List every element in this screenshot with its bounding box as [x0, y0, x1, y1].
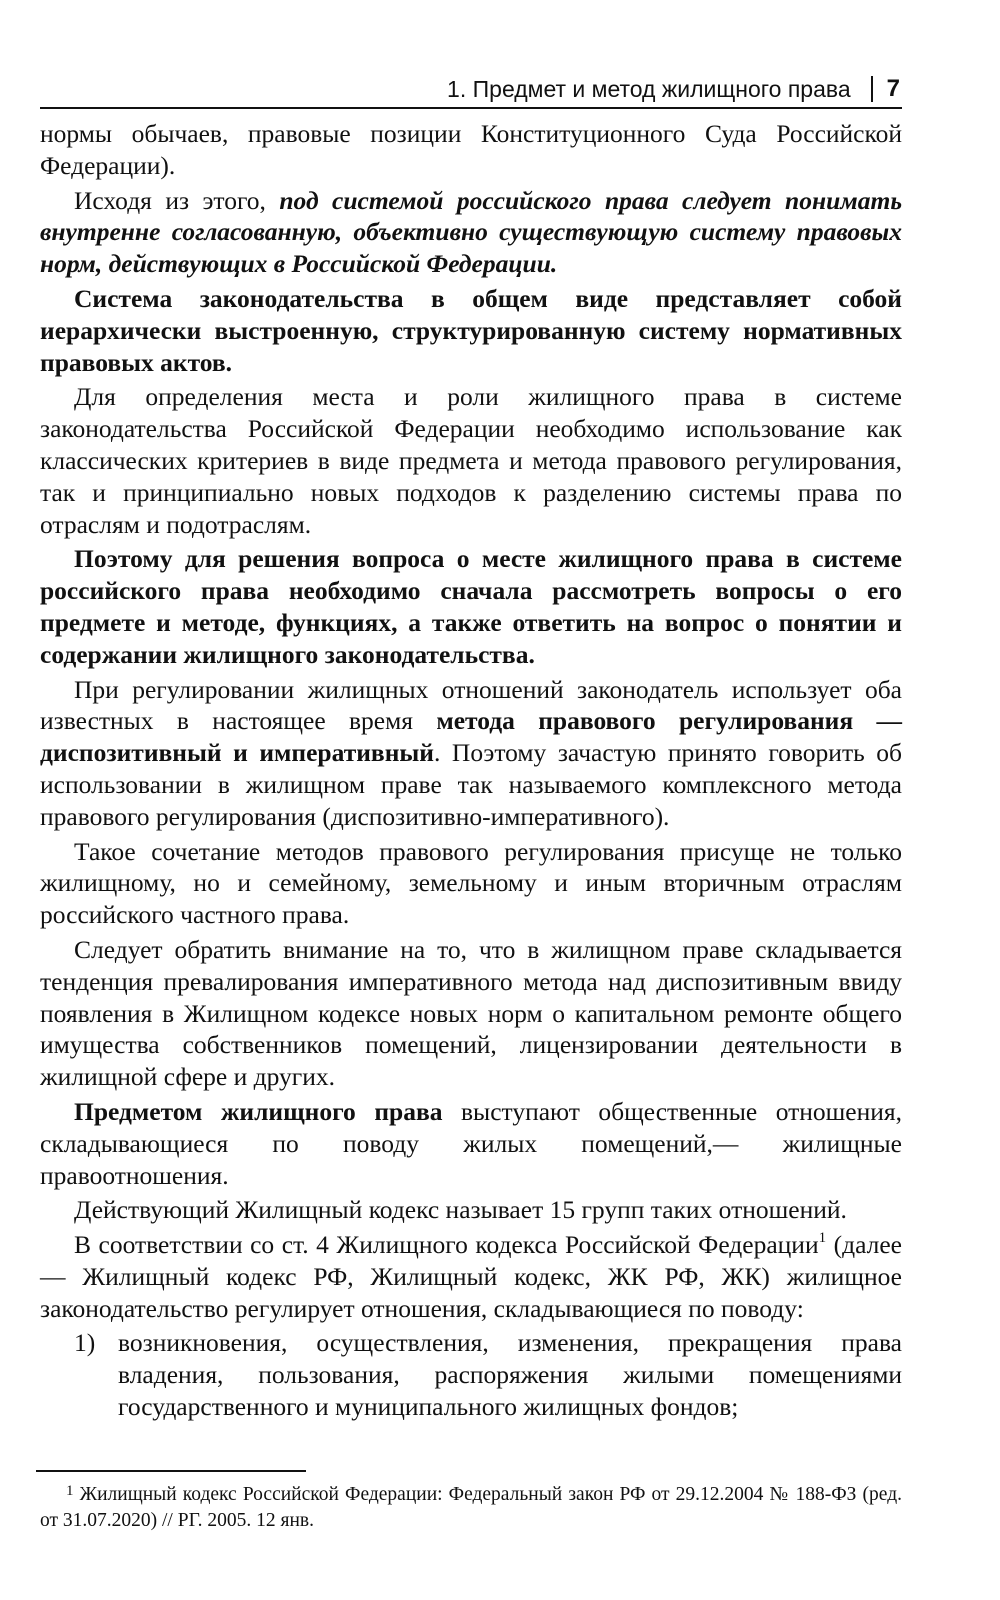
paragraph-9-rest: выступают общественные отношения, складывающиеся по поводу жилых помещений,— жилищные правоотношения. — [40, 1096, 903, 1190]
paragraph-2-definition: под системой российского права следует понимать внутренне согласованную, объективно существующую систему правовых норм, действующих в Российской Федерации. — [40, 185, 902, 279]
paragraph-6 — [40, 674, 902, 833]
paragraph-9-term: Предметом жилищного права — [74, 1096, 443, 1126]
paragraph-11-b: (далее — Жилищный кодекс РФ, Жилищный кодекс, ЖК РФ, ЖК) жилищное законодательство регулирует отношения, складывающиеся по поводу: — [40, 1230, 902, 1323]
header-separator — [871, 76, 873, 102]
list-item-text: возникновения, осуществления, изменения, прекращения права владения, пользования, распоряжения жилыми помещениями государственного и муниципального жилищных фондов; — [118, 1328, 902, 1422]
paragraph-10: Действующий Жилищный кодекс называет 15 групп таких отношений. — [74, 1195, 847, 1225]
list-item — [74, 1327, 902, 1422]
footnote-rule — [36, 1470, 306, 1472]
footnote — [40, 1482, 902, 1534]
paragraph-9 — [40, 1096, 902, 1191]
paragraph-5: Поэтому для решения вопроса о месте жилищного права в системе российского права необходимо сначала рассмотреть вопросы о его предмете и методе, функциях, а также ответить на вопрос о понятии и содержании жилищного законодательства. — [40, 544, 902, 669]
chapter-title: 1. Предмет и метод жилищного права — [447, 75, 851, 102]
list-item-number: 1) — [74, 1328, 96, 1358]
paragraph-3: Система законодательства в общем виде представляет собой иерархически выстроенную, структурированную систему нормативных правовых актов. — [40, 283, 902, 377]
paragraph-2 — [40, 185, 902, 280]
footnote-ref: 1 — [818, 1230, 827, 1247]
paragraph-7: Такое сочетание методов правового регулирования присуще не только жилищному, но и семейному, земельному и иным вторичным отраслям российского частного права. — [40, 836, 902, 930]
running-header — [40, 72, 900, 106]
paragraph-1: нормы обычаев, правовые позиции Конституционного Суда Российской Федерации). — [40, 119, 902, 180]
paragraph-11-a: В соответствии со ст. 4 Жилищного кодекса Российской Федерации — [74, 1230, 819, 1260]
paragraph-6-c: . Поэтому зачастую принято говорить об использовании в жилищном праве так называемого комплексного метода правового регулирования (диспозитивно-императивного). — [40, 738, 902, 831]
main-text — [40, 118, 902, 1426]
paragraph-6-bold: метода правового регулирования — диспозитивный и императивный — [40, 706, 902, 768]
paragraph-2-lead: Исходя из этого, — [74, 185, 280, 215]
paragraph-11 — [40, 1229, 902, 1324]
paragraph-8: Следует обратить внимание на то, что в жилищном праве складывается тенденция превалирования императивного метода над диспозитивным ввиду появления в Жилищном кодексе новых норм о капитальном ремонте общего имущества собственников помещений, лицензировании деятельности в жилищной сфере и других. — [40, 934, 902, 1092]
paragraph-6-a: При регулировании жилищных отношений законодатель использует оба известных в настоящее время — [40, 674, 902, 736]
paragraph-4: Для определения места и роли жилищного права в системе законодательства Российской Федерации необходимо использование как классических критериев в виде предмета и метода правового регулирования, так и принципиально новых подходов к разделению системы права по отраслям и подотраслям. — [40, 382, 902, 539]
footnote-marker: 1 — [66, 1483, 74, 1499]
footnote-text: Жилищный кодекс Российской Федерации: Федеральный закон РФ от 29.12.2004 № 188-ФЗ (ред. от 31.07.2020) // РГ. 2005. 12 янв. — [40, 1484, 902, 1531]
page-number: 7 — [886, 75, 900, 102]
footnote-body — [40, 1482, 902, 1534]
header-rule — [40, 107, 902, 109]
